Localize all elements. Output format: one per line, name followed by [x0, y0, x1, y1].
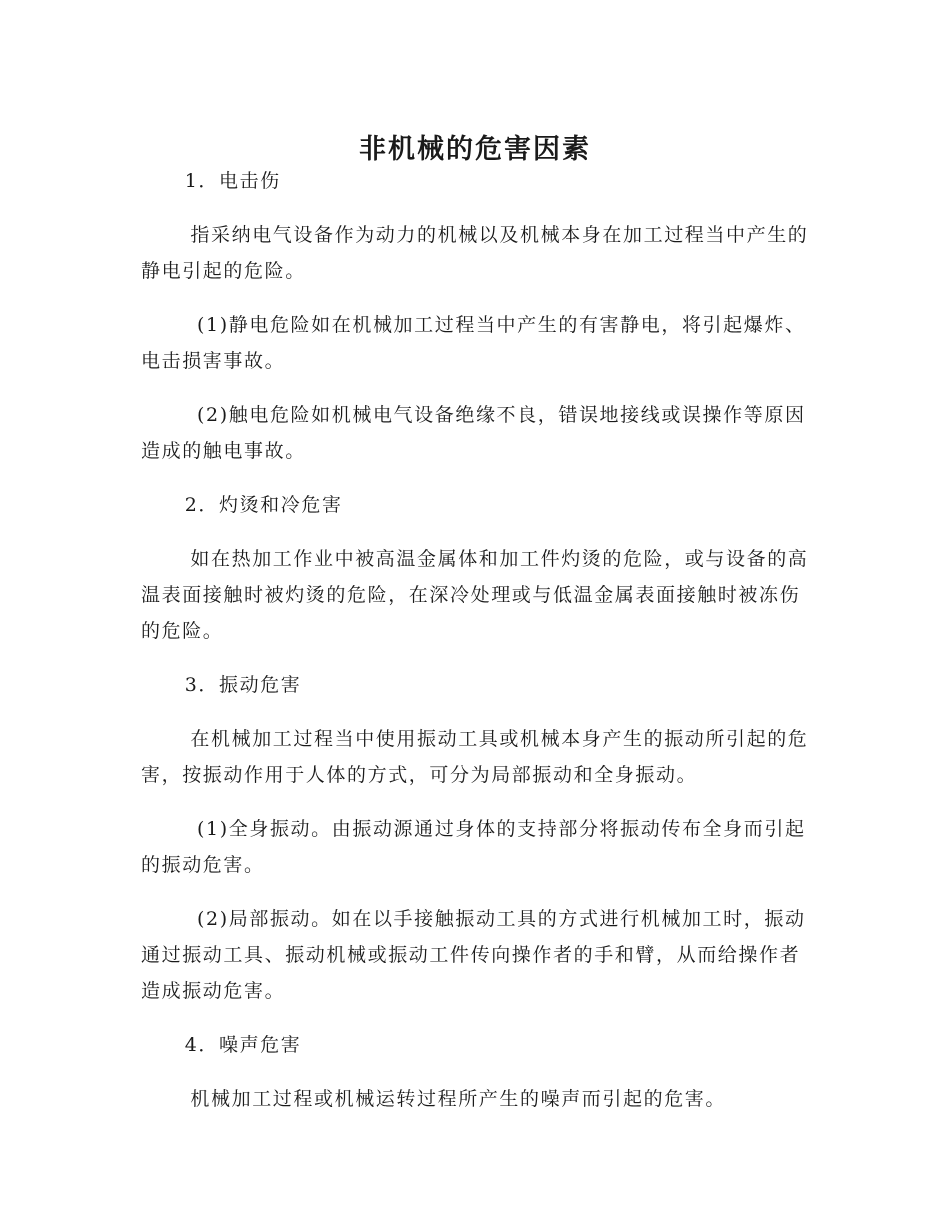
paragraph-vibration: 在机械加工过程当中使用振动工具或机械本身产生的振动所引起的危害，按振动作用于人体的方式，可分为局部振动和全身振动。 — [141, 728, 809, 786]
list-item-local-vibration: (2)局部振动。如在以手接触振动工具的方式进行机械加工时，振动通过振动工具、振动机械或振动工件传向操作者的手和臂，从而给操作者造成振动危害。 — [141, 908, 806, 1002]
section-heading-burns-cold: 2．灼烫和冷危害 — [184, 494, 343, 516]
section-heading-vibration: 3．振动危害 — [184, 674, 302, 696]
list-item-static-electricity: (1)静电危险如在机械加工过程当中产生的有害静电，将引起爆炸、电击损害事故。 — [141, 314, 806, 372]
list-item-whole-body-vibration: (1)全身振动。由振动源通过身体的支持部分将振动传布全身而引起的振动危害。 — [141, 818, 806, 876]
paragraph-noise: 机械加工过程或机械运转过程所产生的噪声而引起的危害。 — [190, 1088, 726, 1110]
section-heading-noise: 4．噪声危害 — [184, 1034, 302, 1056]
document-body — [141, 163, 809, 1135]
paragraph-burns-cold: 如在热加工作业中被高温金属体和加工件灼烫的危险，或与设备的高温表面接触时被灼烫的危险，在深冷处理或与低温金属表面接触时被冻伤的危险。 — [141, 548, 809, 642]
section-heading-electric-shock: 1．电击伤 — [184, 170, 281, 192]
paragraph-electric-shock-definition: 指采纳电气设备作为动力的机械以及机械本身在加工过程当中产生的静电引起的危险。 — [141, 224, 809, 282]
list-item-electrocution: (2)触电危险如机械电气设备绝缘不良，错误地接线或误操作等原因造成的触电事故。 — [141, 404, 806, 462]
document-title: 非机械的危害因素 — [359, 134, 591, 166]
